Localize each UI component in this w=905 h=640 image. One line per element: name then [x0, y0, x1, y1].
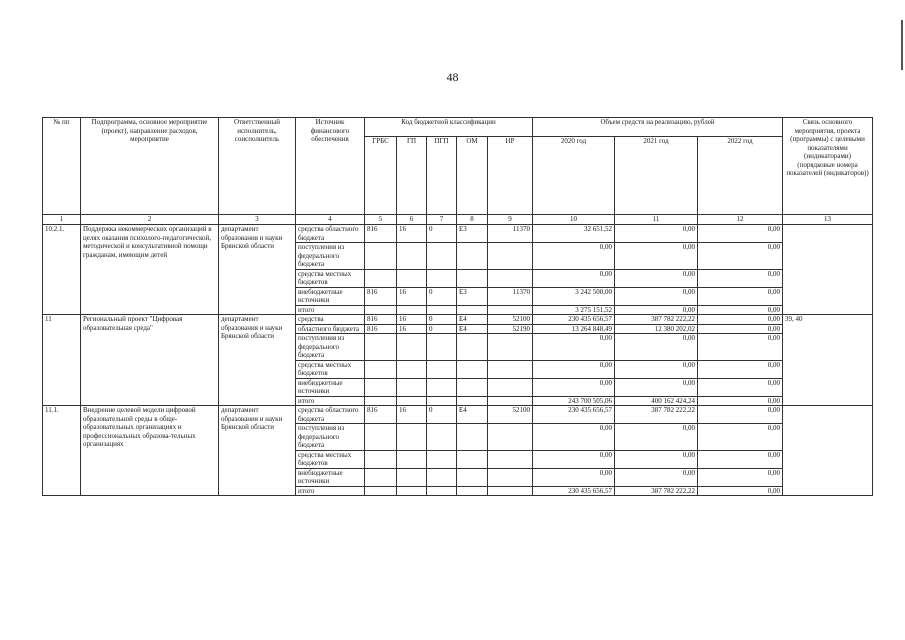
year-2022-cell: 0,00 — [698, 324, 783, 334]
pgp-cell — [427, 378, 457, 396]
header-2021: 2021 год — [615, 137, 698, 215]
year-2020-cell: 0,00 — [533, 424, 615, 451]
indicator-link-cell: 39, 40 — [783, 315, 873, 406]
year-2021-cell: 0,00 — [615, 243, 698, 270]
header-pgp: ПГП — [427, 137, 457, 215]
year-2022-cell: 0,00 — [698, 468, 783, 486]
year-2020-cell: 3 275 151,52 — [533, 305, 615, 315]
header-source: Источник финансового обеспечения — [296, 118, 365, 215]
source-cell: внебюджетные источники — [296, 287, 365, 305]
program-name-cell: Региональный проект "Цифровая образовательная среда" — [81, 315, 219, 406]
year-2021-cell: 0,00 — [615, 360, 698, 378]
year-2020-cell: 0,00 — [533, 334, 615, 361]
year-2020-cell: 230 435 656,57 — [533, 486, 615, 496]
pgp-cell — [427, 269, 457, 287]
year-2022-cell: 0,00 — [698, 243, 783, 270]
gp-cell: 16 — [397, 315, 427, 325]
indicator-link-cell — [783, 225, 873, 315]
gp-cell — [397, 360, 427, 378]
pgp-cell — [427, 305, 457, 315]
header-program: Подпрограмма, основное мероприятие (проект), направление расходов, мероприятие — [81, 118, 219, 215]
nr-cell: 52100 — [488, 315, 533, 325]
year-2021-cell: 387 782 222,22 — [615, 406, 698, 424]
year-2021-cell: 0,00 — [615, 287, 698, 305]
source-cell: поступления из федерального бюджета — [296, 424, 365, 451]
pgp-cell: 0 — [427, 406, 457, 424]
source-cell: внебюджетные источники — [296, 378, 365, 396]
om-cell — [457, 269, 488, 287]
year-2020-cell: 3 242 500,00 — [533, 287, 615, 305]
year-2020-cell: 230 435 656,57 — [533, 315, 615, 325]
header-num: № пп — [43, 118, 81, 215]
row-number-cell: 10.2.1. — [43, 225, 81, 315]
year-2020-cell: 243 700 505,06 — [533, 396, 615, 406]
column-number: 12 — [698, 215, 783, 225]
responsible-cell: департамент образования и науки Брянской области — [219, 406, 296, 496]
year-2022-cell: 0,00 — [698, 378, 783, 396]
header-nr: НР — [488, 137, 533, 215]
year-2022-cell: 0,00 — [698, 424, 783, 451]
nr-cell: 11370 — [488, 287, 533, 305]
year-2022-cell: 0,00 — [698, 225, 783, 243]
header-budget-code: Код бюджетной классификации — [365, 118, 533, 137]
column-number: 8 — [457, 215, 488, 225]
year-2021-cell: 0,00 — [615, 378, 698, 396]
year-2020-cell: 0,00 — [533, 450, 615, 468]
column-number-row — [43, 215, 873, 225]
year-2020-cell: 230 435 656,57 — [533, 406, 615, 424]
year-2022-cell: 0,00 — [698, 287, 783, 305]
nr-cell — [488, 305, 533, 315]
year-2021-cell: 387 782 222,22 — [615, 315, 698, 325]
column-number: 10 — [533, 215, 615, 225]
pgp-cell: 0 — [427, 287, 457, 305]
year-2020-cell: 0,00 — [533, 360, 615, 378]
table-row — [43, 406, 873, 424]
year-2020-cell: 0,00 — [533, 243, 615, 270]
om-cell: Е3 — [457, 287, 488, 305]
year-2020-cell: 0,00 — [533, 269, 615, 287]
nr-cell — [488, 243, 533, 270]
year-2022-cell: 0,00 — [698, 334, 783, 361]
om-cell — [457, 305, 488, 315]
grbs-cell: 816 — [365, 287, 397, 305]
om-cell: Е4 — [457, 406, 488, 424]
source-cell: поступления из федерального бюджета — [296, 334, 365, 361]
year-2021-cell: 400 162 424,24 — [615, 396, 698, 406]
om-cell — [457, 486, 488, 496]
source-cell: средства — [296, 315, 365, 325]
gp-cell — [397, 269, 427, 287]
header-responsible: Ответственный исполнитель, соисполнитель — [219, 118, 296, 215]
grbs-cell — [365, 334, 397, 361]
om-cell — [457, 396, 488, 406]
pgp-cell — [427, 334, 457, 361]
source-cell: средства областного бюджета — [296, 225, 365, 243]
source-cell: итого — [296, 396, 365, 406]
nr-cell: 11370 — [488, 225, 533, 243]
source-cell: итого — [296, 486, 365, 496]
year-2022-cell: 0,00 — [698, 269, 783, 287]
gp-cell — [397, 424, 427, 451]
grbs-cell — [365, 396, 397, 406]
grbs-cell — [365, 424, 397, 451]
column-number: 7 — [427, 215, 457, 225]
nr-cell — [488, 468, 533, 486]
om-cell — [457, 424, 488, 451]
year-2021-cell: 0,00 — [615, 305, 698, 315]
om-cell: Е3 — [457, 225, 488, 243]
nr-cell — [488, 360, 533, 378]
budget-table — [42, 117, 873, 496]
column-number: 4 — [296, 215, 365, 225]
year-2021-cell: 387 782 222,22 — [615, 486, 698, 496]
pgp-cell: 0 — [427, 324, 457, 334]
gp-cell: 16 — [397, 406, 427, 424]
column-number: 1 — [43, 215, 81, 225]
responsible-cell: департамент образования и науки Брянской области — [219, 225, 296, 315]
program-name-cell: Внедрение целевой модели цифровой образовательной среды в обще-образовательных организациях и профессиональных образова-тельных организациях — [81, 406, 219, 496]
column-number: 11 — [615, 215, 698, 225]
gp-cell — [397, 378, 427, 396]
source-cell: областного бюджета — [296, 324, 365, 334]
gp-cell — [397, 243, 427, 270]
nr-cell — [488, 396, 533, 406]
nr-cell — [488, 424, 533, 451]
header-volume: Объем средств на реализацию, рублей — [533, 118, 783, 137]
pgp-cell: 0 — [427, 315, 457, 325]
header-2020: 2020 год — [533, 137, 615, 215]
gp-cell: 16 — [397, 287, 427, 305]
pgp-cell — [427, 450, 457, 468]
pgp-cell — [427, 360, 457, 378]
om-cell — [457, 360, 488, 378]
year-2021-cell: 0,00 — [615, 225, 698, 243]
grbs-cell: 816 — [365, 324, 397, 334]
gp-cell — [397, 486, 427, 496]
nr-cell — [488, 334, 533, 361]
header-om: ОМ — [457, 137, 488, 215]
header-grbs: ГРБС — [365, 137, 397, 215]
grbs-cell — [365, 486, 397, 496]
pgp-cell — [427, 424, 457, 451]
om-cell — [457, 334, 488, 361]
table-row — [43, 315, 873, 325]
column-number: 6 — [397, 215, 427, 225]
responsible-cell: департамент образования и науки Брянской области — [219, 315, 296, 406]
om-cell — [457, 378, 488, 396]
table-row — [43, 225, 873, 243]
grbs-cell — [365, 468, 397, 486]
grbs-cell: 816 — [365, 315, 397, 325]
program-name-cell: Поддержка некоммерческих организаций в целях оказания психолого-педагогической, методической и консультативной помощи гражданам, имеющим детей — [81, 225, 219, 315]
indicator-link-cell — [783, 406, 873, 496]
column-number: 5 — [365, 215, 397, 225]
pgp-cell — [427, 468, 457, 486]
row-number-cell: 11.1. — [43, 406, 81, 496]
year-2022-cell: 0,00 — [698, 450, 783, 468]
year-2021-cell: 0,00 — [615, 334, 698, 361]
year-2021-cell: 0,00 — [615, 468, 698, 486]
year-2021-cell: 0,00 — [615, 424, 698, 451]
grbs-cell: 816 — [365, 225, 397, 243]
om-cell — [457, 450, 488, 468]
nr-cell — [488, 450, 533, 468]
nr-cell — [488, 486, 533, 496]
gp-cell — [397, 468, 427, 486]
column-number: 9 — [488, 215, 533, 225]
gp-cell: 16 — [397, 324, 427, 334]
year-2022-cell: 0,00 — [698, 406, 783, 424]
gp-cell — [397, 396, 427, 406]
gp-cell — [397, 305, 427, 315]
year-2022-cell: 0,00 — [698, 315, 783, 325]
gp-cell: 16 — [397, 225, 427, 243]
pgp-cell — [427, 486, 457, 496]
year-2022-cell: 0,00 — [698, 305, 783, 315]
source-cell: поступления из федерального бюджета — [296, 243, 365, 270]
nr-cell — [488, 378, 533, 396]
grbs-cell — [365, 243, 397, 270]
grbs-cell: 816 — [365, 406, 397, 424]
column-number: 2 — [81, 215, 219, 225]
header-link: Связь основного мероприятия, проекта (программы) с целевыми показателями (индикаторами) (порядковые номера показателей (индикаторов)) — [783, 118, 873, 215]
source-cell: средства областного бюджета — [296, 406, 365, 424]
grbs-cell — [365, 305, 397, 315]
year-2021-cell: 0,00 — [615, 450, 698, 468]
pgp-cell: 0 — [427, 225, 457, 243]
year-2020-cell: 0,00 — [533, 468, 615, 486]
gp-cell — [397, 450, 427, 468]
year-2021-cell: 12 380 202,02 — [615, 324, 698, 334]
table-body — [43, 225, 873, 496]
grbs-cell — [365, 360, 397, 378]
om-cell: Е4 — [457, 324, 488, 334]
source-cell: средства местных бюджетов — [296, 269, 365, 287]
om-cell — [457, 468, 488, 486]
source-cell: итого — [296, 305, 365, 315]
column-number: 3 — [219, 215, 296, 225]
grbs-cell — [365, 450, 397, 468]
gp-cell — [397, 334, 427, 361]
page-edge-mark — [901, 20, 903, 70]
year-2020-cell: 13 264 848,49 — [533, 324, 615, 334]
grbs-cell — [365, 269, 397, 287]
source-cell: средства местных бюджетов — [296, 450, 365, 468]
year-2022-cell: 0,00 — [698, 486, 783, 496]
row-number-cell: 11 — [43, 315, 81, 406]
nr-cell: 52190 — [488, 324, 533, 334]
year-2022-cell: 0,00 — [698, 360, 783, 378]
page-number: 48 — [446, 70, 459, 84]
pgp-cell — [427, 396, 457, 406]
header-2022: 2022 год — [698, 137, 783, 215]
om-cell: Е4 — [457, 315, 488, 325]
om-cell — [457, 243, 488, 270]
source-cell: средства местных бюджетов — [296, 360, 365, 378]
year-2022-cell: 0,00 — [698, 396, 783, 406]
year-2020-cell: 32 651,52 — [533, 225, 615, 243]
grbs-cell — [365, 378, 397, 396]
source-cell: внебюджетные источники — [296, 468, 365, 486]
year-2021-cell: 0,00 — [615, 269, 698, 287]
pgp-cell — [427, 243, 457, 270]
nr-cell — [488, 269, 533, 287]
header-gp: ГП — [397, 137, 427, 215]
year-2020-cell: 0,00 — [533, 378, 615, 396]
column-number: 13 — [783, 215, 873, 225]
nr-cell: 52100 — [488, 406, 533, 424]
